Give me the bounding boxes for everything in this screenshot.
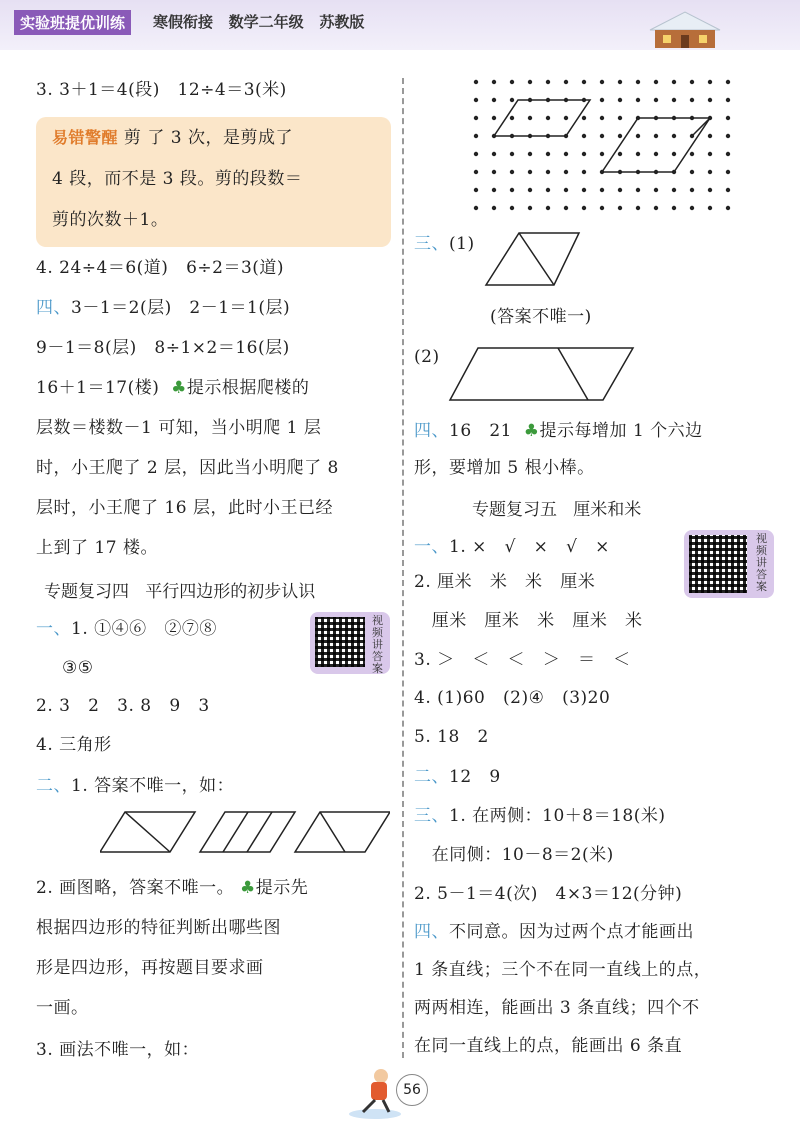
grid-dot [564,152,568,156]
grid-dot [474,170,478,174]
grid-dot [474,116,478,120]
grid-dot [546,152,550,156]
column-divider [402,78,404,1058]
grid-dot [582,116,586,120]
grid-dot [708,80,712,84]
grid-dot [636,206,640,210]
grid-dot [564,188,568,192]
grid-dot [708,152,712,156]
grid-dot [690,170,694,174]
section-title: 专题复习四 平行四边形的初步认识 [44,582,316,602]
grid-dot [726,80,730,84]
grid-dot [564,170,568,174]
grid-dot [672,206,676,210]
grid-dot [582,80,586,84]
answer-line: 2. 画图略，答案不唯一。 ♣提示先 [36,878,309,898]
grid-dot [600,206,604,210]
grid-dot [672,188,676,192]
answer-line: 两两相连，能画出 3 条直线；四个不 [414,998,700,1018]
grid-dot [528,116,532,120]
grid-dot [654,80,658,84]
answer-line: 1 条直线；三个不在同一直线上的点， [414,960,712,980]
grid-dot [690,152,694,156]
grid-dot [492,170,496,174]
grid-dot [636,134,640,138]
hint-label: 提示 [186,378,222,398]
grid-dot [726,98,730,102]
answer-line: 4. (1)60 (2)④ (3)20 [414,688,611,708]
grid-dot [528,206,532,210]
grid-dot [474,152,478,156]
answer-line: 3. 3＋1＝4(段) 12÷4＝3(米) [36,80,287,100]
grid-dot [690,206,694,210]
grid-dot [618,116,622,120]
note: (答案不唯一) [490,307,592,327]
grid-dot [492,98,496,102]
answer-line: 2. 5－1＝4(次) 4×3＝12(分钟) [414,884,683,904]
grid-dot [690,80,694,84]
grid-dot [528,152,532,156]
grid-dot [726,134,730,138]
grid-dot [492,116,496,120]
grid-dot [690,188,694,192]
triangle-figure [484,230,614,290]
grid-dot [636,98,640,102]
warning-line: 剪的次数＋1。 [52,210,169,230]
grid-dot [672,98,676,102]
grid-dot [726,152,730,156]
grid-dot [474,98,478,102]
answer-line: 二、12 9 [414,767,501,787]
answer-line: 上到了 17 楼。 [36,538,158,558]
grid-dot [582,152,586,156]
grid-dot [564,80,568,84]
answer-line: 9－1＝8(层) 8÷1×2＝16(层) [36,338,290,358]
grid-dot [672,80,676,84]
answer-line: 二、1. 答案不唯一，如： [36,776,235,796]
grid-dot [510,188,514,192]
answer-line: 根据四边形的特征判断出哪些图 [36,918,281,938]
grid-dot [690,98,694,102]
answer-line: 形，要增加 5 根小棒。 [414,458,595,478]
house-icon [645,10,725,50]
parallelogram-shape [295,812,390,852]
grid-dot [564,116,568,120]
answer-line: 2. 3 2 3. 8 9 3 [36,696,210,716]
grid-dot [492,152,496,156]
answer-line: 四、3－1＝2(层) 2－1＝1(层) [36,298,291,318]
answer-line: 厘米 厘米 米 厘米 米 [414,611,643,631]
answer-line: (2) [414,347,440,367]
grid-dot [654,152,658,156]
grid-dot [474,188,478,192]
grid-dot [708,98,712,102]
grid-dot [528,188,532,192]
page-header [0,0,800,50]
dot-grid-figure [470,75,750,215]
answer-line: 一、1. ①④⑥ ②⑦⑧ [36,619,217,639]
answer-line: 2. 厘米 米 米 厘米 [414,572,596,592]
grid-dot [600,188,604,192]
grid-dot [726,170,730,174]
answer-line: 层时，小王爬了 16 层，此时小王已经 [36,498,333,518]
parallelogram-shape [602,118,710,172]
grid-dot [618,98,622,102]
answer-line: 3. ＞ ＜ ＜ ＞ ＝ ＜ [414,650,631,670]
qr-code-panel[interactable] [310,612,390,674]
hint-icon: ♣ [171,378,187,398]
page-number: 56 [396,1074,428,1106]
grid-dot [618,152,622,156]
answer-line: 5. 18 2 [414,727,489,747]
grid-dot [618,188,622,192]
grid-dot [510,80,514,84]
grid-dot [672,152,676,156]
grid-dot [618,206,622,210]
answer-line: 层数＝楼数－1 可知，当小明爬 1 层 [36,418,322,438]
grid-dot [582,188,586,192]
answer-line: 三、1. 在两侧：10＋8＝18(米) [414,806,666,826]
grid-dot [546,80,550,84]
grid-dot [582,170,586,174]
grid-dot [474,206,478,210]
answer-line: 在同侧：10－8＝2(米) [414,845,614,865]
parallelogram-figures [100,810,390,856]
grid-dot [672,134,676,138]
qr-code-panel[interactable] [684,530,774,598]
grid-dot [510,170,514,174]
answer-line: 在同一直线上的点，能画出 6 条直 [414,1036,683,1056]
brand-label: 实验班提优训练 [14,10,131,35]
answer-line: 一、1. × √ × √ × [414,537,610,557]
answer-line: 一画。 [36,998,89,1018]
answer-line: 16＋1＝17(楼) ♣提示根据爬楼的 [36,378,310,398]
qr-text: 视频讲答案 [372,614,383,675]
grid-dot [528,170,532,174]
grid-dot [636,188,640,192]
warning-line: 4 段，而不是 3 段。剪的段数＝ [52,169,303,189]
grid-dot [492,206,496,210]
grid-dot [474,80,478,84]
grid-dot [600,98,604,102]
header-title: 寒假衔接 数学二年级 苏教版 [153,13,365,31]
grid-dot [474,134,478,138]
answer-line: 四、16 21 ♣提示每增加 1 个六边 [414,421,703,441]
grid-dot [726,188,730,192]
answer-line: 时，小王爬了 2 层，因此当小明爬了 8 [36,458,339,478]
grid-dot [510,206,514,210]
grid-dot [510,98,514,102]
warning-label: 易错警醒 [52,128,119,147]
section-title: 专题复习五 厘米和米 [472,500,642,520]
grid-dot [654,134,658,138]
grid-dot [582,134,586,138]
grid-dot [546,188,550,192]
grid-dot [708,188,712,192]
answer-line: 形是四边形，再按题目要求画 [36,958,264,978]
grid-dot [546,116,550,120]
grid-dot [636,152,640,156]
answer-line: 4. 24÷4＝6(道) 6÷2＝3(道) [36,258,285,278]
grid-dot [492,80,496,84]
hint-icon: ♣ [523,421,540,441]
qr-code[interactable] [689,535,747,593]
hint-label: 提示 [255,878,291,898]
answer-line: 三、(1) [414,234,475,254]
grid-dot [600,152,604,156]
answer-line: 4. 三角形 [36,735,112,755]
parallelogram-shape [200,812,295,852]
grid-dot [726,206,730,210]
grid-dot [582,206,586,210]
grid-dot [546,206,550,210]
grid-dot [600,80,604,84]
hint-label: 提示 [539,421,575,441]
parallelogram-figure [448,345,638,405]
answer-line: 四、不同意。因为过两个点才能画出 [414,922,694,942]
grid-dot [726,116,730,120]
grid-dot [600,134,604,138]
grid-dot [708,170,712,174]
grid-dot [600,116,604,120]
grid-dot [546,170,550,174]
grid-dot [654,188,658,192]
grid-dot [564,206,568,210]
grid-dot [654,98,658,102]
warning-line: 易错警醒 剪 了 3 次，是剪成了 [52,128,293,148]
hint-icon: ♣ [240,878,256,898]
grid-dot [708,134,712,138]
grid-dot [654,206,658,210]
answer-line: ③⑤ [62,658,94,678]
grid-dot [618,134,622,138]
qr-text: 视频讲答案 [756,532,767,593]
qr-code[interactable] [315,617,365,667]
parallelogram-shape [494,100,590,136]
grid-dot [636,80,640,84]
answer-line: 3. 画法不唯一，如： [36,1040,200,1060]
grid-dot [618,80,622,84]
grid-dot [528,80,532,84]
grid-dot [492,188,496,192]
grid-dot [510,152,514,156]
grid-dot [510,116,514,120]
grid-dot [708,206,712,210]
